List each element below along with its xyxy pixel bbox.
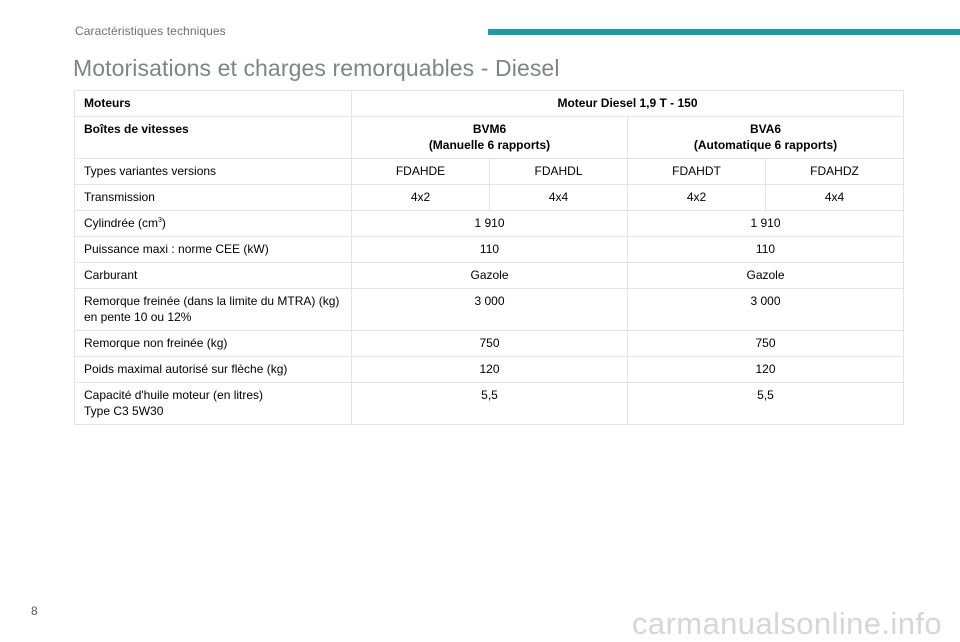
value-cell: 110: [628, 237, 904, 263]
value-cell: 1 910: [352, 211, 628, 237]
value-cell: 3 000: [628, 289, 904, 331]
value-cell: 110: [352, 237, 628, 263]
value-cell: 3 000: [352, 289, 628, 331]
value-cell: Gazole: [352, 263, 628, 289]
gearbox-manual: BVM6 (Manuelle 6 rapports): [352, 117, 628, 159]
value-cell: 1 910: [628, 211, 904, 237]
table-row: [75, 159, 904, 185]
value-cell: 750: [628, 331, 904, 357]
row-label-displacement: [75, 211, 352, 237]
displacement-label-text: Cylindrée (cm: [84, 216, 159, 230]
version-cell: FDAHDL: [490, 159, 628, 185]
table-row: [75, 91, 904, 117]
row-label: Puissance maxi : norme CEE (kW): [75, 237, 352, 263]
version-cell: FDAHDZ: [766, 159, 904, 185]
section-header: Caractéristiques techniques: [75, 24, 226, 38]
section-accent-bar: [488, 29, 960, 35]
page-title: Motorisations et charges remorquables - Diesel: [73, 55, 560, 81]
table-row: [75, 331, 904, 357]
row-label-transmission: Transmission: [75, 185, 352, 211]
value-cell: 750: [352, 331, 628, 357]
table-row: [75, 289, 904, 331]
table-row: [75, 117, 904, 159]
value-cell: Gazole: [628, 263, 904, 289]
transmission-cell: 4x4: [766, 185, 904, 211]
row-label: Remorque non freinée (kg): [75, 331, 352, 357]
row-label: Capacité d'huile moteur (en litres) Type C3 5W30: [75, 383, 352, 425]
watermark: carmanualsonline.info: [632, 606, 942, 641]
version-cell: FDAHDT: [628, 159, 766, 185]
row-label-engine: Moteurs: [75, 91, 352, 117]
row-label: Remorque freinée (dans la limite du MTRA) (kg) en pente 10 ou 12%: [75, 289, 352, 331]
table-row: [75, 357, 904, 383]
gearbox-automatic: BVA6 (Automatique 6 rapports): [628, 117, 904, 159]
engine-value: Moteur Diesel 1,9 T - 150: [352, 91, 904, 117]
transmission-cell: 4x2: [352, 185, 490, 211]
value-cell: 120: [352, 357, 628, 383]
row-label: Poids maximal autorisé sur flèche (kg): [75, 357, 352, 383]
row-label-gearbox: Boîtes de vitesses: [75, 117, 352, 159]
table-row: [75, 383, 904, 425]
table-row: [75, 211, 904, 237]
page-number: 8: [31, 604, 38, 618]
value-cell: 120: [628, 357, 904, 383]
displacement-superscript: 3: [158, 217, 162, 224]
table-row: [75, 185, 904, 211]
table-row: [75, 263, 904, 289]
version-cell: FDAHDE: [352, 159, 490, 185]
row-label-versions: Types variantes versions: [75, 159, 352, 185]
value-cell: 5,5: [352, 383, 628, 425]
displacement-label-end: ): [161, 216, 166, 230]
transmission-cell: 4x2: [628, 185, 766, 211]
row-label: Carburant: [75, 263, 352, 289]
table-row: [75, 237, 904, 263]
value-cell: 5,5: [628, 383, 904, 425]
transmission-cell: 4x4: [490, 185, 628, 211]
specifications-table: [74, 90, 904, 425]
